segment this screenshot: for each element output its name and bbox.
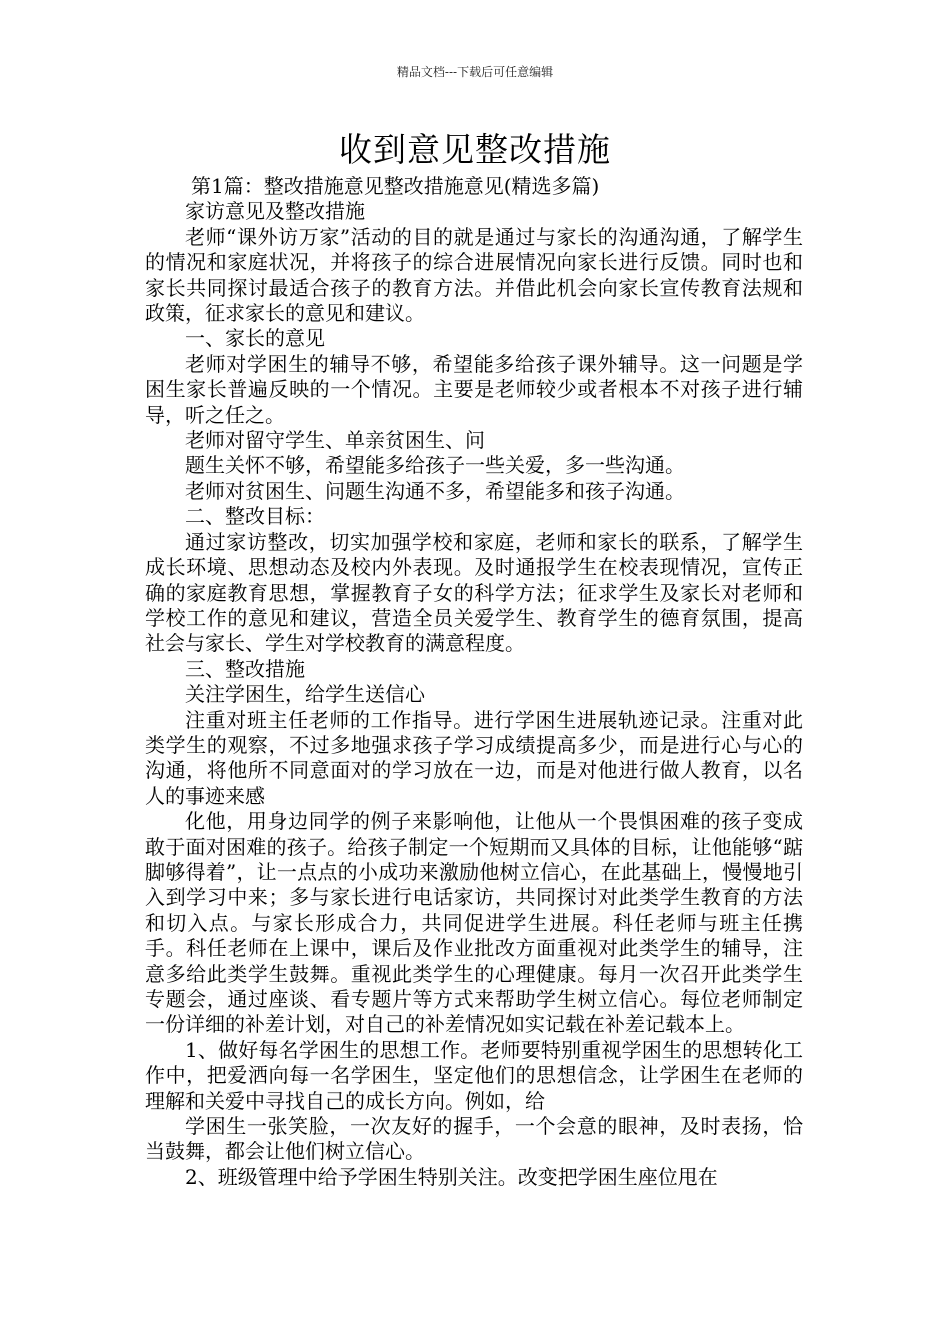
section-heading: 家访意见及整改措施 — [185, 199, 365, 224]
paragraph: 关注学困生，给学生送信心 — [185, 682, 425, 707]
header-note: 精品文档---下载后可任意编辑 — [396, 65, 554, 79]
paragraph: 题生关怀不够，希望能多给孩子一些关爱，多一些沟通。 — [185, 453, 685, 478]
paragraph: 通过家访整改，切实加强学校和家庭，老师和家长的联系，了解学生成长环境、思想动态及校内外表现。及时通报学生在校表现情况，宣传正确的家庭教育思想，掌握教育子女的科学方法；征求学生及家长对老师和学校工作的意见和建议，营造全员关爱学生、教育学生的德育氛围，提高社会与家长、学生对学校教育的满意程度。 — [145, 529, 803, 656]
paragraph: 2、班级管理中给予学困生特别关注。改变把学困生座位甩在 — [185, 1164, 718, 1189]
section-heading: 二、整改目标： — [185, 504, 325, 529]
paragraph: 学困生一张笑脸，一次友好的握手，一个会意的眼神，及时表扬，恰当鼓舞，都会让他们树立信心。 — [145, 1114, 803, 1164]
paragraph: 注重对班主任老师的工作指导。进行学困生进展轨迹记录。注重对此类学生的观察，不过多地强求孩子学习成绩提高多少，而是进行心与心的沟通，将他所不同意面对的学习放在一边，而是对他进行做人教育，以名人的事迹来感 — [145, 707, 803, 808]
paragraph: 老师对学困生的辅导不够，希望能多给孩子课外辅导。这一问题是学困生家长普遍反映的一个情况。主要是老师较少或者根本不对孩子进行辅导，听之任之。 — [145, 351, 803, 427]
paragraph: 老师“课外访万家”活动的目的就是通过与家长的沟通沟通，了解学生的情况和家庭状况，并将孩子的综合进展情况向家长进行反馈。同时也和家长共同探讨最适合孩子的教育方法。并借此机会向家长宣传教育法规和政策，征求家长的意见和建议。 — [145, 224, 803, 326]
document-body — [145, 174, 803, 1190]
paragraph: 老师对贫困生、问题生沟通不多，希望能多和孩子沟通。 — [185, 478, 685, 503]
section-heading: 一、家长的意见 — [185, 326, 325, 351]
article-heading: 第1篇：整改措施意见整改措施意见(精选多篇) — [191, 174, 600, 198]
paragraph: 老师对留守学生、单亲贫困生、问 — [185, 428, 485, 453]
section-heading: 三、整改措施 — [185, 656, 305, 681]
paragraph: 化他，用身边同学的例子来影响他，让他从一个畏惧困难的孩子变成敢于面对困难的孩子。给孩子制定一个短期而又具体的目标，让他能够“踮脚够得着”，让一点点的小成功来激励他树立信心，在此基础上，慢慢地引入到学习中来；多与家长进行电话家访，共同探讨对此类学生教育的方法和切入点。与家长形成合力，共同促进学生进展。科任老师与班主任携手。科任老师在上课中，课后及作业批改方面重视对此类学生的辅导，注意多给此类学生鼓舞。重视此类学生的心理健康。每月一次召开此类学生专题会，通过座谈、看专题片等方式来帮助学生树立信心。每位老师制定一份详细的补差计划，对自己的补差情况如实记载在补差记载本上。 — [145, 809, 803, 1037]
document-title: 收到意见整改措施 — [339, 130, 611, 169]
paragraph: 1、做好每名学困生的思想工作。老师要特别重视学困生的思想转化工作中，把爱洒向每一名学困生，坚定他们的思想信念，让学困生在老师的理解和关爱中寻找自己的成长方向。例如，给 — [145, 1037, 803, 1113]
